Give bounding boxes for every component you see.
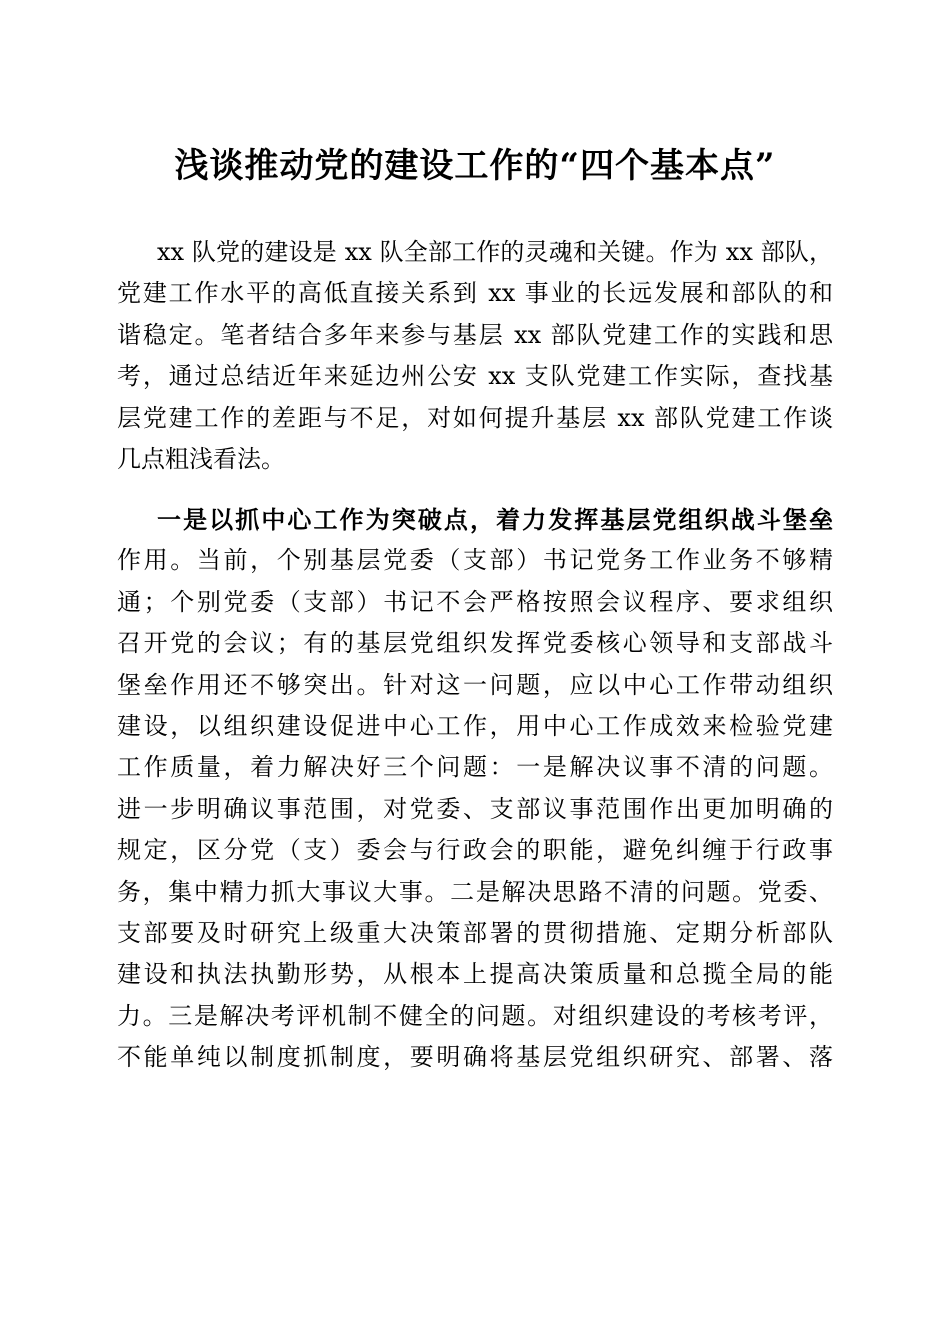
text-line: 通；个别党委（支部）书记不会严格按照会议程序、要求组织: [117, 587, 833, 616]
text-line: 建设，以组织建设促进中心工作，用中心工作成效来检验党建: [117, 711, 833, 740]
text-line: 几点粗浅看法。: [117, 444, 285, 473]
text-line: 工作质量，着力解决好三个问题：一是解决议事不清的问题。: [117, 753, 833, 782]
text-line: 层党建工作的差距与不足，对如何提升基层 xx 部队党建工作谈: [117, 403, 833, 432]
text-line: 召开党的会议；有的基层党组织发挥党委核心领导和支部战斗: [117, 629, 833, 658]
text-line: 堡垒作用还不够突出。针对这一问题，应以中心工作带动组织: [117, 670, 833, 699]
text-line: 建设和执法执勤形势，从根本上提高决策质量和总揽全局的能: [117, 960, 833, 989]
text-line: 规定，区分党（支）委会与行政会的职能，避免纠缠于行政事: [117, 836, 833, 865]
text-line: 考，通过总结近年来延边州公安 xx 支队党建工作实际，查找基: [117, 362, 833, 391]
text-line: xx 队党的建设是 xx 队全部工作的灵魂和关键。作为 xx 部队，: [157, 238, 833, 266]
text-line: 不能单纯以制度抓制度，要明确将基层党组织研究、部署、落: [117, 1043, 833, 1072]
text-line: 作用。当前，个别基层党委（支部）书记党务工作业务不够精: [117, 546, 833, 575]
text-line: 务，集中精力抓大事议大事。二是解决思路不清的问题。党委、: [117, 877, 833, 906]
text-line: 进一步明确议事范围，对党委、支部议事范围作出更加明确的: [117, 794, 833, 823]
text-line: 支部要及时研究上级重大决策部署的贯彻措施、定期分析部队: [117, 918, 833, 947]
document-title: 浅谈推动党的建设工作的“四个基本点”: [174, 146, 776, 186]
text-line: 谐稳定。笔者结合多年来参与基层 xx 部队党建工作的实践和思: [117, 320, 833, 349]
text-line: 党建工作水平的高低直接关系到 xx 事业的长远发展和部队的和: [117, 279, 833, 308]
paragraph-intro: [117, 232, 833, 480]
section-heading: 一是以抓中心工作为突破点，着力发挥基层党组织战斗堡垒: [157, 505, 833, 534]
text-line: 力。三是解决考评机制不健全的问题。对组织建设的考核考评，: [117, 1001, 833, 1030]
paragraph-point-one: [117, 499, 833, 1078]
